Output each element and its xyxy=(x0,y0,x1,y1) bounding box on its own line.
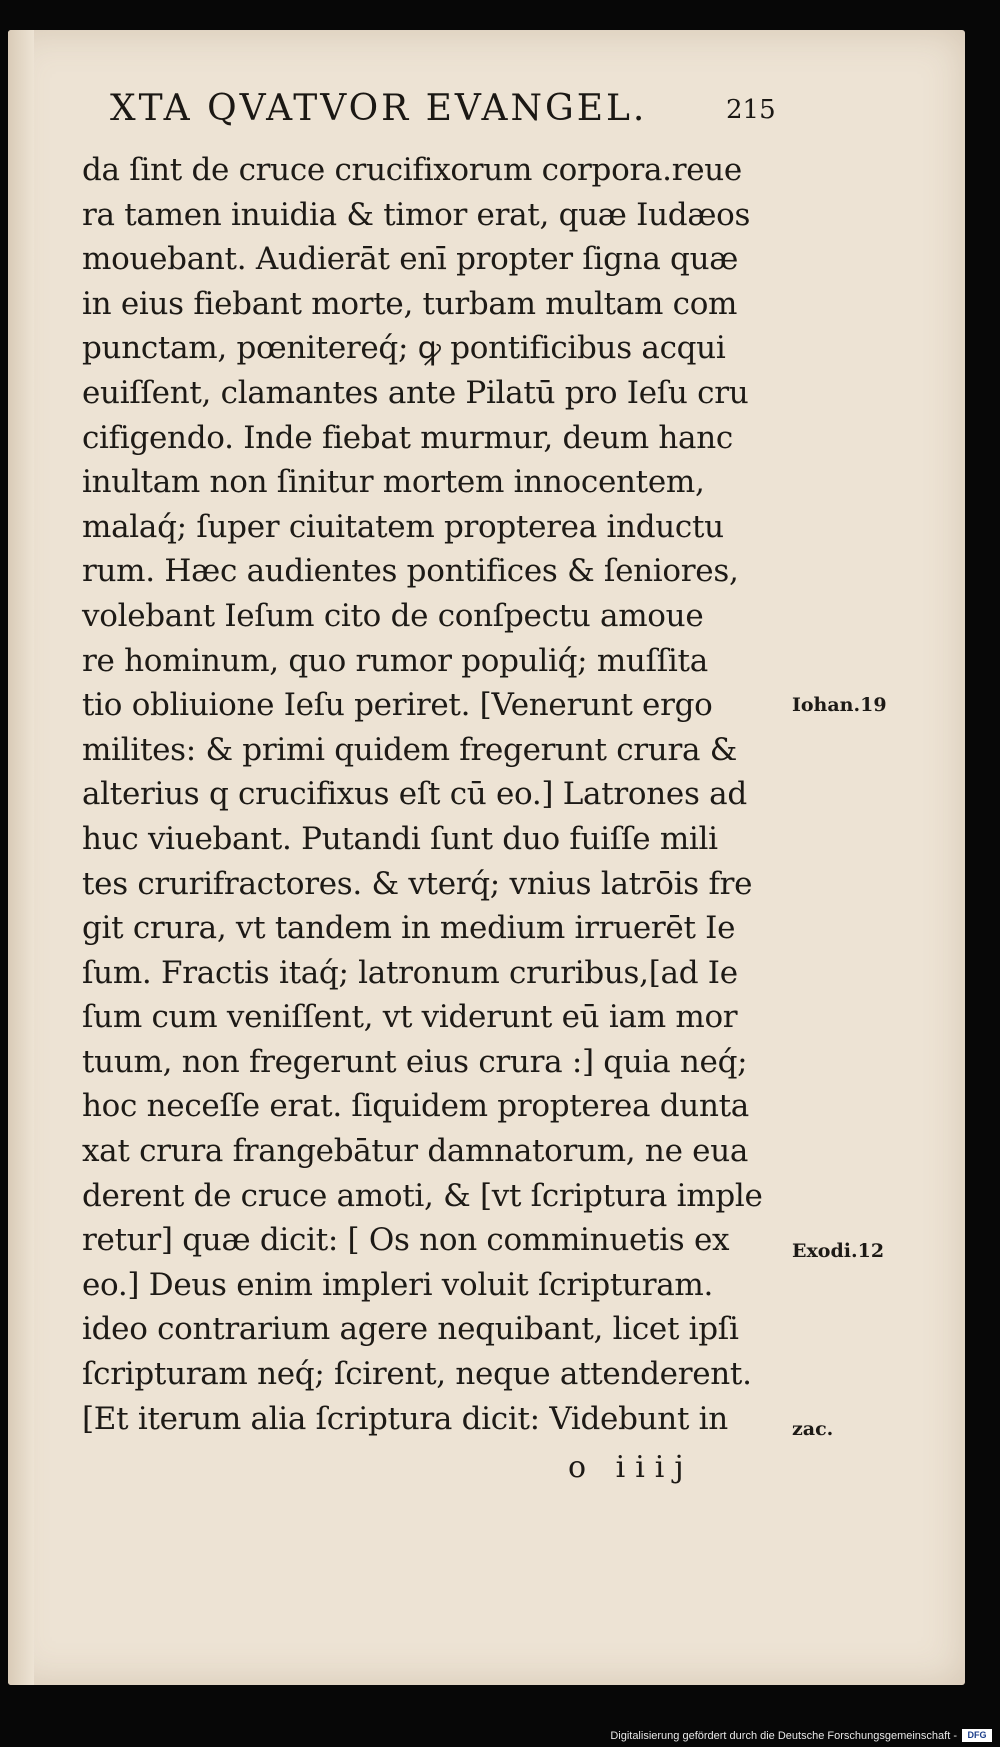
text-line: retur] quæ dicit: [ Os non comminuetis ex xyxy=(82,1222,730,1259)
text-line: volebant Ieſum cito de conſpectu amoue xyxy=(82,597,704,634)
text-line: tes crurifractores. & vterq́; vnius latrōis fre xyxy=(82,865,753,902)
text-block xyxy=(82,148,802,1441)
dfg-logo-icon: DFG xyxy=(962,1729,992,1742)
text-line: huc viuebant. Putandi ſunt duo fuiſſe mili xyxy=(82,820,718,857)
text-line: inultam non ſinitur mortem innocentem, xyxy=(82,464,705,501)
text-line: ſum. Fractis itaq́; latronum cruribus,[ad Ie xyxy=(82,954,738,991)
text-line: hoc neceſſe erat. ſiquidem propterea dunta xyxy=(82,1088,749,1125)
running-head: XTA QVATVOR EVANGEL. xyxy=(110,88,648,129)
text-line: git crura, vt tandem in medium irruerēt Ie xyxy=(82,910,736,947)
text-line: in eius fiebant morte, turbam multam com xyxy=(82,285,738,322)
margin-note-zac: zac. xyxy=(792,1418,834,1440)
text-line: da ſint de cruce crucifixorum corpora.reue xyxy=(82,152,742,188)
signature-mark: o iiij xyxy=(568,1450,694,1485)
text-line: malaq́; ſuper ciuitatem propterea inductu xyxy=(82,508,724,545)
text-line: tuum, non fregerunt eius crura :] quia neq́; xyxy=(82,1043,748,1080)
text-line: mouebant. Audierāt enī propter ſigna quæ xyxy=(82,241,739,278)
text-line: derent de cruce amoti, & [vt ſcriptura imple xyxy=(82,1177,763,1214)
text-line: milites: & primi quidem fregerunt crura & xyxy=(82,731,737,768)
text-line: ſcripturam neq́; ſcirent, neque attenderent. xyxy=(82,1356,752,1393)
text-line: [Et iterum alia ſcriptura dicit: Videbunt in xyxy=(82,1400,728,1437)
page-gutter-shadow xyxy=(8,30,34,1685)
text-line: xat crura frangebātur damnatorum, ne eua xyxy=(82,1133,749,1170)
text-line: euiſſent, clamantes ante Pilatū pro Ieſu cru xyxy=(82,374,749,411)
text-line: eo.] Deus enim impleri voluit ſcripturam. xyxy=(82,1266,714,1303)
margin-note-exodi: Exodi.12 xyxy=(792,1240,885,1262)
dfg-credit-text: Digitalisierung gefördert durch die Deutsche Forschungsgemeinschaft - xyxy=(610,1729,957,1742)
dfg-footer xyxy=(610,1729,992,1742)
text-line: ſum cum veniſſent, vt viderunt eū iam mor xyxy=(82,999,738,1036)
text-line: alterius q crucifixus eſt cū eo.] Latrones ad xyxy=(82,776,747,813)
text-line: rum. Hæc audientes pontifices & ſeniores, xyxy=(82,553,739,590)
text-line: ideo contrarium agere nequibant, licet ipſi xyxy=(82,1311,739,1348)
text-line: ra tamen inuidia & timor erat, quæ Iudæos xyxy=(82,196,751,233)
text-line: cifigendo. Inde fiebat murmur, deum hanc xyxy=(82,419,733,456)
text-line: punctam, pœnitereq́; ꝙ pontificibus acqui xyxy=(82,330,726,367)
folio-number: 215 xyxy=(726,95,776,125)
text-line: tio obliuione Ieſu periret. [Venerunt ergo xyxy=(82,687,713,724)
text-line: re hominum, quo rumor populiq́; muſſita xyxy=(82,642,708,679)
margin-note-johan: Iohan.19 xyxy=(792,694,887,716)
